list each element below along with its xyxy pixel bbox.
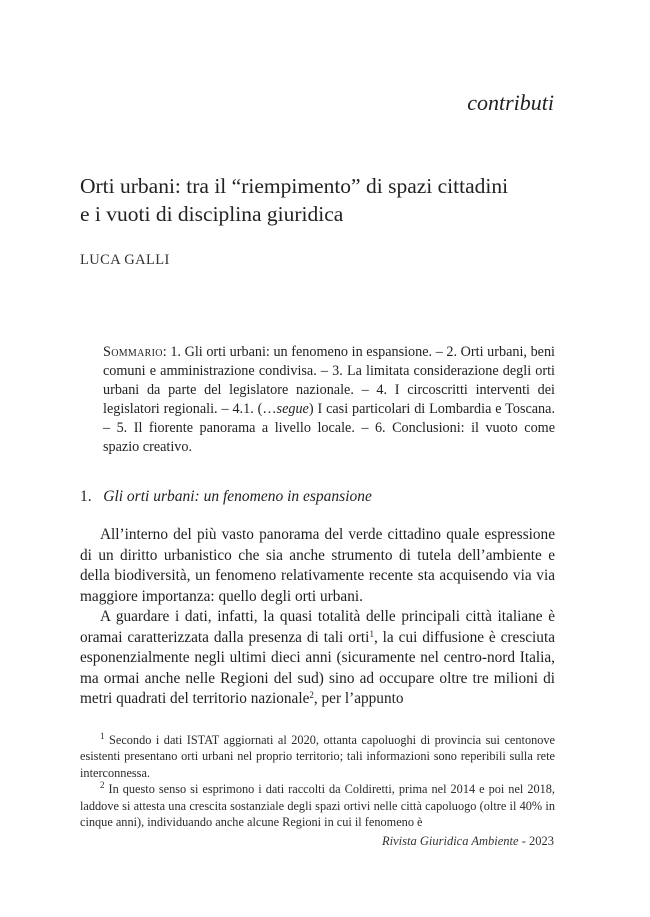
footnotes — [80, 732, 555, 830]
journal-year: - 2023 — [518, 834, 554, 848]
section-heading: contributi — [467, 90, 554, 115]
author-name: LUCA GALLI — [80, 252, 170, 268]
summary-segue: segue — [276, 400, 309, 417]
article-title — [80, 172, 580, 228]
article-title-line-2: e i vuoti di disciplina giuridica — [80, 202, 344, 226]
section-1-title: Gli orti urbani: un fenomeno in espansione — [103, 488, 372, 505]
footnote-ref-2[interactable]: 2 — [309, 690, 314, 700]
footnote-2-text: In questo senso si esprimono i dati raccolti da Coldiretti, prima nel 2014 e poi nel 2018, laddove si attesta una crescita sostanziale degli spazi ortivi nelle città capoluogo (oltre il 40% in cinque anni), individuando anche alcune Regioni in cui il fenomeno è — [80, 782, 555, 830]
body-text — [80, 525, 555, 710]
paragraph-2 — [80, 607, 555, 710]
summary-text-a: : 1. Gli orti urbani: un fenomeno in espansione. – 2. Orti urbani, beni comuni e amministrazione condivisa. – 3. La limitata considerazione degli orti urbani da parte del legislatore nazionale. – 4. I circoscritti interventi dei legislatori regionali. – 4.1. (… — [103, 344, 555, 417]
paragraph-2-part-b: , la cui diffusione è cresciuta esponenzialmente negli ultimi dieci anni (sicuramente nel centro-nord Italia, ma ormai anche nelle Regioni del sud) sino ad occupare oltre tre milioni di metri quadrati del territorio nazionale — [80, 628, 555, 707]
summary-label: Sommario — [103, 344, 163, 360]
paragraph-2-part-c: , per l’appunto — [313, 690, 404, 707]
footnote-2 — [80, 781, 555, 830]
paragraph-1: All’interno del più vasto panorama del verde cittadino quale espressione di un diritto urbanistico che sia anche strumento di tutela dell’ambiente e della biodiversità, un fenomeno relativamente recente sta acquisendo via via maggiore importanza: quello degli orti urbani. — [80, 526, 555, 605]
footnote-2-number: 2 — [100, 780, 105, 791]
section-1-heading — [80, 488, 372, 506]
footnote-1-text: Secondo i dati ISTAT aggiornati al 2020, ottanta capoluoghi di provincia sui centonove esistenti presentano orti urbani nel proprio territorio; tali informazioni sono reperibili sulla rete interconnessa. — [80, 733, 555, 780]
footnote-1-number: 1 — [100, 731, 105, 741]
section-1-number: 1. — [80, 488, 92, 505]
summary-block — [103, 343, 555, 456]
footnote-1 — [80, 732, 555, 781]
journal-name: Rivista Giuridica Ambiente — [382, 834, 519, 848]
paragraph-2-part-a: A guardare i dati, infatti, la quasi totalità delle principali città italiane è oramai caratterizzata dalla presenza di tali orti — [80, 608, 555, 646]
page-footer — [382, 834, 554, 849]
footnote-ref-1[interactable]: 1 — [369, 628, 374, 639]
summary-text-b: ) I casi particolari di Lombardia e Toscana. – 5. Il fiorente panorama a livello locale. – 6. Conclusioni: il vuoto come spazio creativo. — [103, 400, 555, 455]
article-title-line-1: Orti urbani: tra il “riempimento” di spazi cittadini — [80, 174, 509, 198]
